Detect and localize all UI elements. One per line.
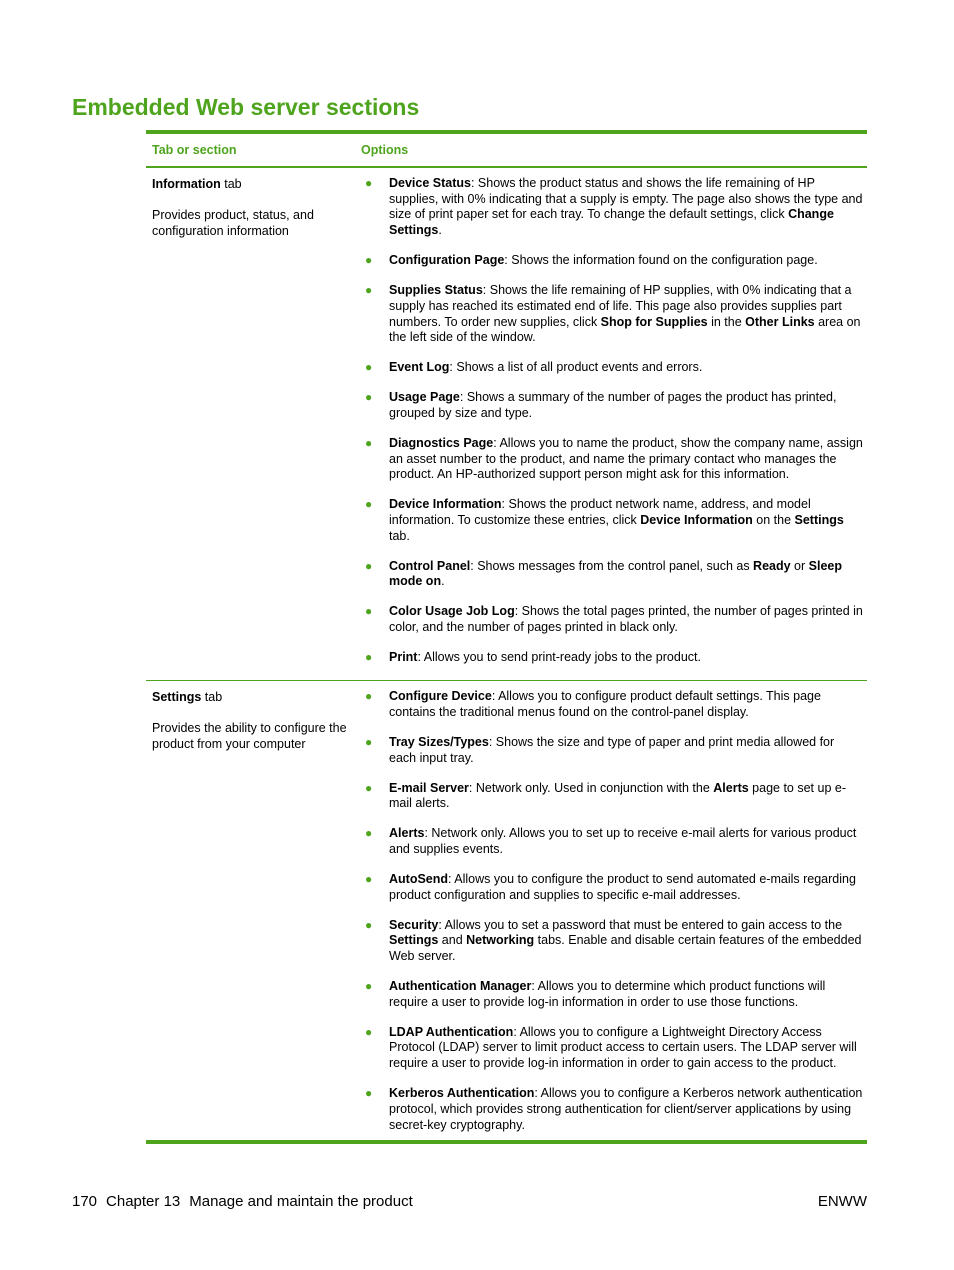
header-options: Options [361, 143, 409, 157]
list-item: ● Usage Page: Shows a summary of the number of pages the product has printed, grouped by size and type. [365, 390, 837, 420]
bullet-icon: ● [365, 360, 373, 375]
section-description: Provides the ability to configure the product from your computer [152, 720, 347, 751]
list-item: ● Configuration Page: Shows the information found on the configuration page. [365, 253, 818, 268]
bullet-icon: ● [365, 826, 373, 841]
bullet-icon: ● [365, 979, 373, 994]
bullet-icon: ● [365, 917, 373, 932]
bullet-icon: ● [365, 1086, 373, 1101]
list-item: ● Control Panel: Shows messages from the control panel, such as Ready or Sleep mode on. [365, 558, 842, 589]
sections-table [146, 130, 867, 1144]
section-name: Settings tab [152, 690, 223, 705]
page-title: Embedded Web server sections [72, 94, 420, 120]
bullet-icon: ● [365, 497, 373, 512]
section-cell [146, 681, 355, 1147]
list-item: ● Alerts: Network only. Allows you to set up to receive e-mail alerts for various product and supplies events. [365, 826, 857, 856]
bullet-icon: ● [365, 689, 373, 704]
list-item: ● Kerberos Authentication: Allows you to configure a Kerberos network authentication protocol, which provides strong authentication for client/server applications by using secret-key cryptography. [365, 1086, 863, 1132]
bullet-icon: ● [365, 734, 373, 749]
section-description: Provides product, status, and configuration information [152, 207, 314, 238]
bullet-icon: ● [365, 253, 373, 268]
page-number: 170 [72, 1193, 98, 1210]
chapter-title: Manage and maintain the product [189, 1193, 413, 1210]
table-header [146, 134, 867, 166]
footer-right: ENWW [817, 1193, 867, 1210]
list-item: ● Supplies Status: Shows the life remaining of HP supplies, with 0% indicating that a supply has reached its estimated end of life. This page also provides supplies part numbers. To order new supplies, click Shop for Supplies in the Other Links area on the left side of the window. [365, 283, 861, 345]
chapter-label: Chapter 13 [106, 1193, 181, 1210]
list-item: ● Security: Allows you to set a password that must be entered to gain access to the Settings and Networking tabs. Enable and disable certain features of the embedded Web server. [365, 917, 862, 964]
table-row-settings [146, 681, 867, 1147]
bullet-icon: ● [365, 390, 373, 405]
bullet-icon: ● [365, 176, 373, 190]
bullet-icon: ● [365, 650, 373, 665]
list-item: ● Event Log: Shows a list of all product events and errors. [365, 360, 703, 375]
bullet-icon: ● [365, 604, 373, 619]
options-cell [355, 168, 867, 680]
list-item: ● Diagnostics Page: Allows you to name the product, show the company name, assign an asset number to the product, and name the primary contact who manages the product. An HP-authorized support person might ask for this information. [365, 435, 863, 482]
bullet-icon: ● [365, 283, 373, 298]
section-name: Information tab [152, 177, 242, 191]
list-item: ● Device Information: Shows the product network name, address, and model information. To customize these entries, click Device Information on the Settings tab. [365, 497, 844, 543]
bullet-icon: ● [365, 871, 373, 886]
page-footer [72, 1193, 867, 1211]
options-list [355, 176, 863, 666]
bullet-icon: ● [365, 1024, 373, 1039]
section-cell [146, 168, 355, 680]
bullet-icon: ● [365, 780, 373, 795]
list-item: ● LDAP Authentication: Allows you to configure a Lightweight Directory Access Protocol (LDAP) server to limit product access to certain users. The LDAP server will require a user to provide log-in information in order to gain access to the product. [365, 1024, 857, 1071]
options-cell [355, 681, 867, 1147]
footer-left [72, 1193, 422, 1211]
options-list [355, 689, 863, 1133]
list-item: ● Color Usage Job Log: Shows the total pages printed, the number of pages printed in color, and the number of pages printed in black only. [365, 604, 863, 635]
bullet-icon: ● [365, 435, 373, 450]
list-item: ● Print: Allows you to send print-ready jobs to the product. [365, 650, 701, 665]
list-item: ● Tray Sizes/Types: Shows the size and type of paper and print media allowed for each input tray. [365, 734, 835, 765]
header-tab-or-section: Tab or section [152, 143, 237, 157]
list-item: ● E-mail Server: Network only. Used in conjunction with the Alerts page to set up e-mail alerts. [365, 780, 846, 811]
bullet-icon: ● [365, 558, 373, 573]
list-item: ● Device Status: Shows the product status and shows the life remaining of HP supplies, with 0% indicating that a supply is empty. The page also shows the type and size of print paper set for each tray. To change the default settings, click Change Settings. [365, 176, 863, 238]
table-row-information [146, 168, 867, 680]
list-item: ● Configure Device: Allows you to configure product default settings. This page contains the traditional menus found on the control-panel display. [365, 689, 821, 719]
list-item: ● Authentication Manager: Allows you to determine which product functions will require a user to provide log-in information in order to use those functions. [365, 979, 826, 1009]
list-item: ● AutoSend: Allows you to configure the product to send automated e-mails regarding product configuration and supplies to specific e-mail addresses. [365, 871, 856, 902]
